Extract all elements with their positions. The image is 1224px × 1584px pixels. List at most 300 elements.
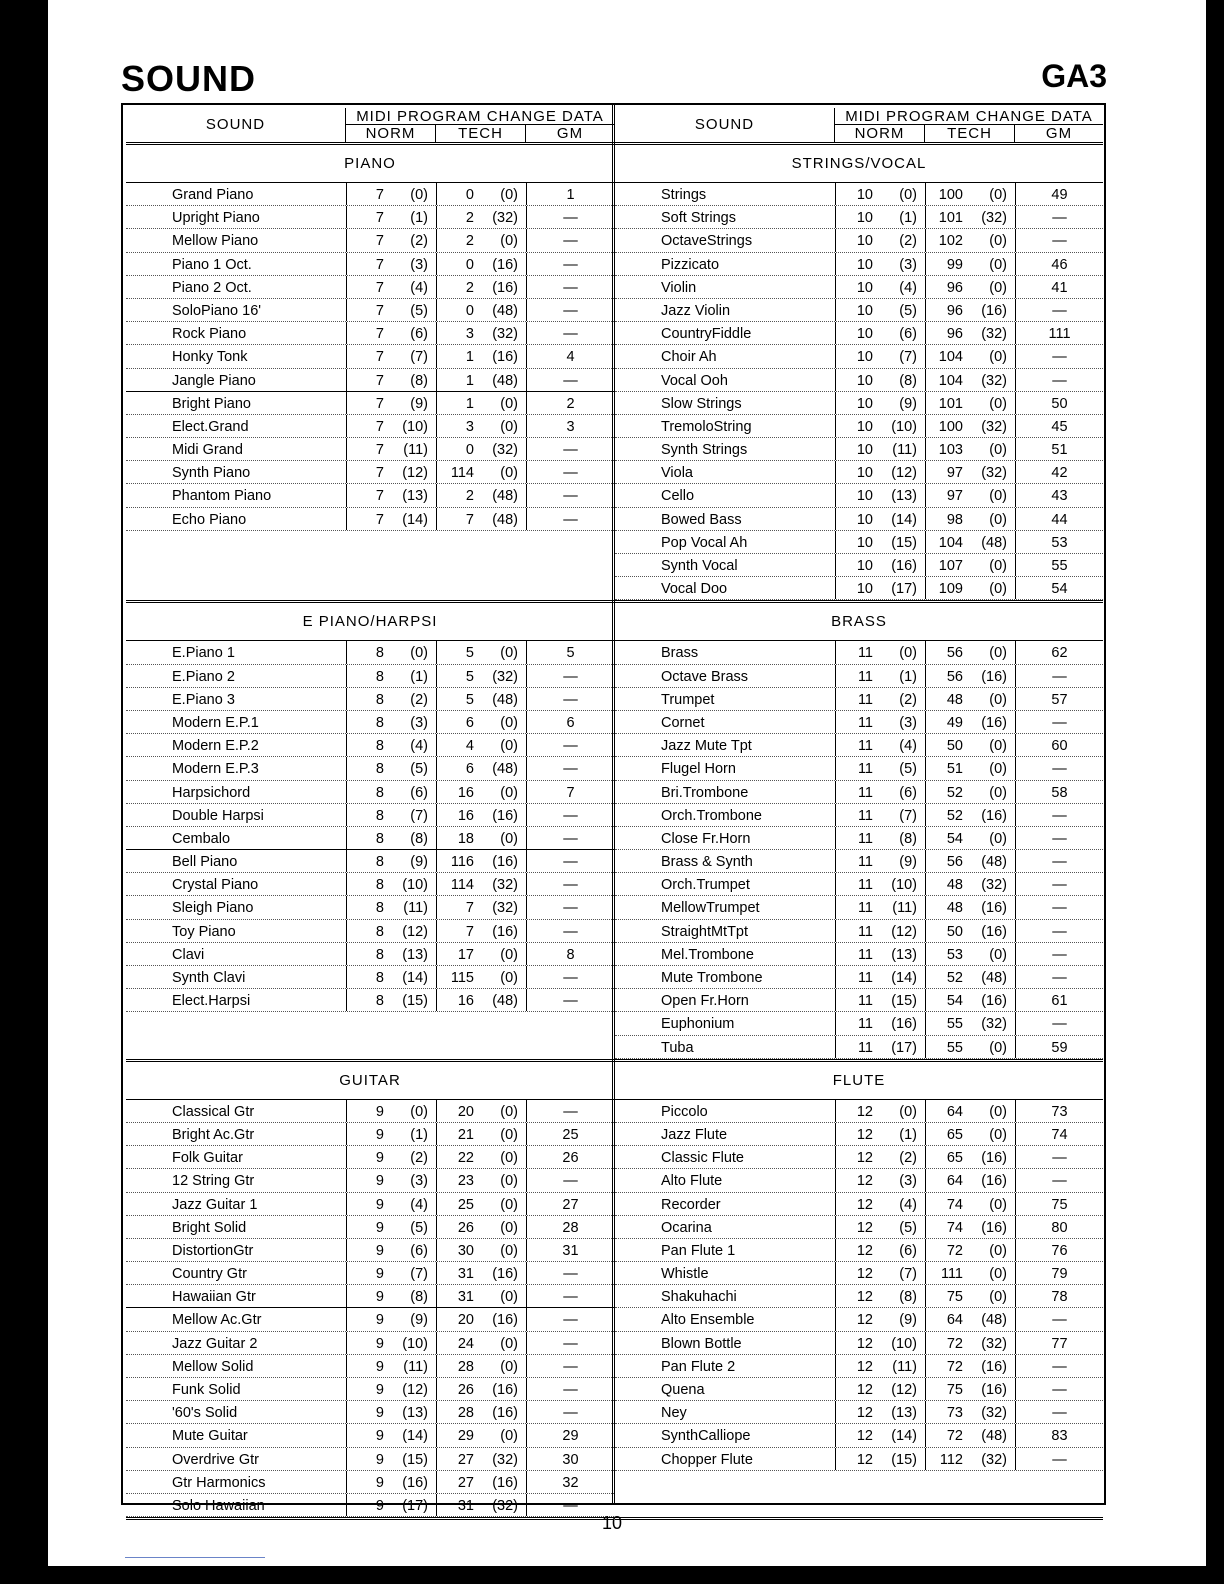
tech-number: 96: [946, 302, 963, 319]
gm-number: 41: [1015, 276, 1103, 298]
sound-row: [126, 711, 614, 734]
norm-bank: (1): [410, 1126, 428, 1143]
sound-row: [126, 392, 614, 415]
norm-cell: [835, 438, 925, 460]
norm-bank: (14): [891, 970, 917, 986]
section-rows: [615, 1100, 1103, 1471]
tech-number: 16: [457, 784, 474, 801]
tech-number: 52: [946, 784, 963, 801]
tech-cell: [925, 734, 1015, 756]
norm-cell: [835, 253, 925, 275]
gm-number: 7: [526, 781, 614, 803]
tech-cell: [925, 781, 1015, 803]
gm-number: —: [526, 1169, 614, 1191]
norm-cell: [835, 508, 925, 530]
norm-cell: [346, 757, 436, 779]
norm-number: 12: [856, 1242, 873, 1259]
gm-number: 31: [526, 1239, 614, 1261]
tech-cell: [436, 508, 526, 530]
tech-number: 48: [946, 691, 963, 708]
norm-bank: (8): [899, 372, 917, 389]
tech-number: 112: [939, 1451, 963, 1468]
gm-number: —: [1015, 757, 1103, 779]
section-rows: [615, 641, 1103, 1058]
sound-name: Strings: [661, 187, 707, 203]
sound-row: [615, 1146, 1103, 1169]
sound-name: OctaveStrings: [661, 233, 753, 250]
sound-name: Jazz Mute Tpt: [661, 738, 752, 755]
norm-number: 11: [857, 830, 873, 847]
tech-number: 56: [946, 668, 963, 685]
gm-number: —: [526, 461, 614, 483]
norm-number: 12: [856, 1150, 873, 1167]
norm-number: 7: [375, 488, 384, 505]
norm-number: 8: [375, 877, 384, 894]
tech-number: 2: [465, 488, 474, 505]
tech-cell: [436, 757, 526, 779]
norm-bank: (10): [891, 418, 917, 435]
sound-name: StraightMtTpt: [661, 923, 749, 940]
sound-name: Clavi: [172, 946, 205, 963]
gm-number: 46: [1015, 253, 1103, 275]
sound-row: [615, 229, 1103, 252]
tech-number: 22: [457, 1150, 474, 1167]
norm-cell: [835, 804, 925, 826]
tech-number: 65: [946, 1126, 963, 1143]
gm-number: 78: [1015, 1285, 1103, 1307]
tech-bank: (0): [989, 830, 1007, 847]
tech-bank: (0): [500, 418, 518, 435]
norm-number: 7: [375, 256, 384, 273]
sound-row: [615, 1239, 1103, 1262]
norm-bank: (15): [402, 993, 428, 1010]
gm-number: —: [526, 757, 614, 779]
model-label: GA3: [1041, 58, 1107, 94]
norm-cell: [346, 873, 436, 895]
tech-number: 21: [457, 1126, 474, 1143]
sound-name: Bright Ac.Gtr: [172, 1126, 255, 1143]
norm-cell: [346, 1471, 436, 1493]
tech-cell: [436, 1424, 526, 1446]
tech-bank: (0): [989, 738, 1007, 755]
tech-cell: [925, 665, 1015, 687]
norm-bank: (2): [899, 1150, 917, 1167]
norm-number: 10: [856, 210, 873, 227]
norm-number: 7: [375, 418, 384, 435]
gm-number: 55: [1015, 554, 1103, 576]
section-rows: [126, 1100, 614, 1517]
norm-cell: [835, 920, 925, 942]
norm-number: 9: [375, 1242, 384, 1259]
norm-cell: [835, 345, 925, 367]
norm-cell: [835, 1012, 925, 1034]
sound-name: Solo Hawaiian: [172, 1497, 265, 1514]
norm-cell: [835, 577, 925, 599]
tech-number: 20: [457, 1312, 474, 1329]
tech-number: 29: [457, 1428, 474, 1445]
tech-bank: (16): [492, 923, 518, 940]
gm-number: —: [526, 1355, 614, 1377]
tech-bank: (32): [492, 900, 518, 917]
norm-bank: (17): [891, 1039, 917, 1056]
tech-bank: (32): [981, 877, 1007, 894]
tech-number: 26: [457, 1382, 474, 1399]
sound-name: Toy Piano: [172, 923, 236, 940]
sound-row: [615, 757, 1103, 780]
norm-cell: [835, 827, 925, 849]
sound-name: E.Piano 1: [172, 645, 235, 662]
scan-border-left: [0, 0, 48, 1584]
tech-cell: [925, 1123, 1015, 1145]
norm-cell: [346, 850, 436, 872]
tech-number: 96: [946, 326, 963, 343]
tech-cell: [436, 322, 526, 344]
tech-bank: (32): [492, 1451, 518, 1468]
norm-number: 12: [856, 1196, 873, 1213]
tech-cell: [925, 276, 1015, 298]
sound-row: [126, 508, 614, 531]
tech-number: 99: [946, 256, 963, 273]
sound-row: [615, 804, 1103, 827]
tech-number: 72: [946, 1335, 963, 1352]
tech-bank: (16): [981, 1150, 1007, 1167]
tech-number: 54: [946, 993, 963, 1010]
norm-number: 11: [857, 1039, 873, 1056]
sound-name: DistortionGtr: [172, 1242, 254, 1259]
sound-name: Tuba: [661, 1039, 694, 1056]
sound-name: Overdrive Gtr: [172, 1451, 260, 1468]
norm-bank: (6): [899, 326, 917, 343]
sound-name: Piano 1 Oct.: [172, 256, 252, 273]
gm-number: 8: [526, 943, 614, 965]
sound-name: Pop Vocal Ah: [661, 534, 748, 551]
tech-cell: [925, 1012, 1015, 1034]
tech-number: 103: [938, 442, 963, 459]
sound-row: [615, 827, 1103, 850]
norm-number: 7: [375, 372, 384, 389]
sound-row: [615, 1424, 1103, 1447]
tech-number: 7: [465, 511, 474, 528]
sound-name: Funk Solid: [172, 1382, 241, 1399]
norm-bank: (15): [891, 993, 917, 1010]
tech-bank: (16): [492, 1405, 518, 1422]
norm-cell: [346, 1100, 436, 1122]
tech-cell: [436, 1123, 526, 1145]
tech-cell: [925, 1239, 1015, 1261]
sound-row: [615, 1262, 1103, 1285]
norm-cell: [346, 1216, 436, 1238]
norm-number: 12: [856, 1289, 873, 1306]
sound-row: [126, 989, 614, 1012]
norm-number: 12: [856, 1219, 873, 1236]
tech-bank: (0): [989, 488, 1007, 505]
tech-number: 48: [946, 900, 963, 917]
tech-cell: [436, 1285, 526, 1307]
norm-bank: (3): [410, 714, 428, 731]
norm-cell: [835, 415, 925, 437]
gm-number: —: [1015, 920, 1103, 942]
norm-bank: (14): [891, 1428, 917, 1445]
sound-row: [126, 943, 614, 966]
sound-name: Chopper Flute: [661, 1451, 753, 1468]
tech-bank: (16): [981, 668, 1007, 685]
sound-row: [126, 253, 614, 276]
right-column: [615, 108, 1103, 1520]
tech-cell: [925, 392, 1015, 414]
gm-number: 27: [526, 1193, 614, 1215]
tech-bank: (48): [981, 1428, 1007, 1445]
tech-number: 107: [938, 558, 963, 574]
sound-row: [615, 665, 1103, 688]
norm-bank: (6): [899, 784, 917, 801]
sound-row: [126, 688, 614, 711]
gm-number: 60: [1015, 734, 1103, 756]
tech-number: 2: [465, 210, 474, 227]
tech-bank: (0): [989, 761, 1007, 778]
sound-row: [126, 1146, 614, 1169]
norm-number: 10: [856, 233, 873, 250]
tech-number: 52: [946, 970, 963, 986]
norm-cell: [346, 183, 436, 205]
tech-number: 50: [946, 738, 963, 755]
tech-bank: (0): [989, 395, 1007, 412]
tech-number: 30: [457, 1242, 474, 1259]
gm-number: 1: [526, 183, 614, 205]
norm-cell: [835, 1262, 925, 1284]
gm-number: —: [1015, 1378, 1103, 1400]
sound-row: [615, 415, 1103, 438]
tech-number: 114: [450, 465, 474, 482]
sound-row: [126, 299, 614, 322]
norm-number: 11: [857, 1016, 873, 1033]
gm-number: 57: [1015, 688, 1103, 710]
norm-number: 7: [375, 187, 384, 203]
norm-bank: (10): [891, 877, 917, 894]
sound-name: Cembalo: [172, 830, 231, 847]
tech-cell: [925, 508, 1015, 530]
gm-number: —: [526, 1285, 614, 1307]
tech-number: 2: [465, 233, 474, 250]
norm-cell: [835, 943, 925, 965]
norm-bank: (1): [410, 210, 428, 227]
gm-number: —: [526, 1308, 614, 1330]
tech-bank: (0): [500, 1358, 518, 1375]
sound-name: Synth Strings: [661, 442, 748, 459]
norm-bank: (10): [402, 418, 428, 435]
norm-cell: [835, 369, 925, 391]
tech-bank: (32): [492, 877, 518, 894]
sound-row: [615, 1308, 1103, 1331]
tech-bank: (32): [981, 418, 1007, 435]
header-tech: TECH: [436, 125, 526, 142]
norm-cell: [835, 1036, 925, 1058]
norm-bank: (13): [402, 1405, 428, 1422]
sound-name: Cornet: [661, 714, 705, 731]
tech-cell: [925, 873, 1015, 895]
section-rows: [126, 183, 614, 531]
norm-bank: (11): [892, 442, 917, 459]
sound-name: Modern E.P.1: [172, 714, 259, 731]
norm-bank: (0): [899, 1103, 917, 1120]
norm-cell: [346, 1239, 436, 1261]
norm-bank: (15): [402, 1451, 428, 1468]
tech-bank: (32): [492, 326, 518, 343]
sound-row: [615, 1332, 1103, 1355]
tech-number: 104: [938, 372, 963, 389]
norm-cell: [346, 665, 436, 687]
norm-number: 12: [856, 1358, 873, 1375]
tech-number: 64: [946, 1312, 963, 1329]
norm-cell: [346, 1332, 436, 1354]
norm-number: 9: [375, 1474, 384, 1491]
norm-bank: (13): [402, 946, 428, 963]
scan-border-right: [1206, 0, 1224, 1584]
tech-cell: [925, 1378, 1015, 1400]
sound-name: Mel.Trombone: [661, 946, 754, 963]
sound-row: [126, 1123, 614, 1146]
sound-name: Trumpet: [661, 691, 715, 708]
sound-row: [615, 966, 1103, 989]
tech-bank: (32): [981, 1016, 1007, 1033]
tech-cell: [436, 206, 526, 228]
sound-name: Crystal Piano: [172, 877, 259, 894]
tech-bank: (32): [981, 1451, 1007, 1468]
norm-cell: [346, 966, 436, 988]
norm-number: 10: [856, 279, 873, 296]
tech-number: 55: [946, 1016, 963, 1033]
tech-cell: [436, 369, 526, 391]
norm-cell: [835, 299, 925, 321]
sound-name: Mute Guitar: [172, 1428, 248, 1445]
sound-row: [126, 1239, 614, 1262]
gm-number: 111: [1015, 322, 1103, 344]
tech-number: 100: [938, 418, 963, 435]
sound-name: Blown Bottle: [661, 1335, 742, 1352]
norm-cell: [835, 1285, 925, 1307]
tech-cell: [925, 1401, 1015, 1423]
norm-cell: [346, 641, 436, 663]
gm-number: 73: [1015, 1100, 1103, 1122]
norm-bank: (9): [410, 1312, 428, 1329]
tech-cell: [925, 1424, 1015, 1446]
tech-number: 72: [946, 1428, 963, 1445]
tech-bank: (32): [981, 372, 1007, 389]
norm-bank: (13): [891, 1405, 917, 1422]
norm-bank: (13): [891, 946, 917, 963]
sound-name: Ocarina: [661, 1219, 712, 1236]
tech-number: 25: [457, 1196, 474, 1213]
tech-bank: (32): [492, 210, 518, 227]
norm-bank: (1): [899, 668, 917, 685]
sound-row: [615, 1012, 1103, 1035]
tech-cell: [925, 415, 1015, 437]
tech-number: 7: [465, 900, 474, 917]
norm-number: 7: [375, 511, 384, 528]
tech-number: 75: [946, 1382, 963, 1398]
header-norm: NORM: [835, 125, 925, 142]
norm-number: 11: [857, 668, 873, 685]
gm-number: —: [526, 688, 614, 710]
norm-cell: [835, 461, 925, 483]
tech-bank: (16): [981, 993, 1007, 1010]
norm-cell: [835, 896, 925, 918]
gm-number: 29: [526, 1424, 614, 1446]
sound-name: Pan Flute 1: [661, 1242, 736, 1259]
sound-name: Bright Piano: [172, 395, 251, 412]
sound-name: Country Gtr: [172, 1266, 247, 1283]
gm-number: —: [1015, 369, 1103, 391]
norm-bank: (1): [899, 210, 917, 227]
sound-name: Octave Brass: [661, 668, 749, 685]
gm-number: —: [1015, 711, 1103, 733]
norm-number: 8: [375, 830, 384, 847]
norm-bank: (7): [410, 349, 428, 366]
tech-number: 0: [465, 302, 474, 319]
norm-cell: [835, 711, 925, 733]
norm-number: 9: [375, 1451, 384, 1468]
gm-number: 75: [1015, 1193, 1103, 1215]
norm-bank: (17): [402, 1497, 428, 1514]
tech-number: 49: [946, 714, 963, 731]
tech-cell: [925, 757, 1015, 779]
norm-bank: (10): [402, 1335, 428, 1352]
norm-bank: (15): [891, 534, 917, 551]
norm-number: 9: [375, 1497, 384, 1514]
tech-cell: [925, 1146, 1015, 1168]
tech-number: 23: [457, 1173, 474, 1190]
norm-number: 7: [375, 349, 384, 366]
sound-name: Brass & Synth: [661, 854, 753, 871]
norm-bank: (12): [402, 1382, 428, 1399]
tech-number: 6: [465, 761, 474, 778]
tech-number: 74: [946, 1196, 963, 1213]
norm-number: 10: [856, 465, 873, 482]
gm-number: —: [1015, 896, 1103, 918]
sound-name: Synth Clavi: [172, 970, 246, 987]
sound-section: [615, 145, 1103, 603]
sound-section: [126, 1062, 614, 1520]
norm-number: 9: [375, 1405, 384, 1422]
sound-row: [126, 438, 614, 461]
norm-number: 9: [375, 1428, 384, 1445]
sound-row: [615, 641, 1103, 664]
tech-cell: [925, 369, 1015, 391]
sound-row: [126, 873, 614, 896]
gm-number: —: [526, 369, 614, 391]
sound-row: [615, 1036, 1103, 1059]
tech-number: 72: [946, 1358, 963, 1375]
norm-bank: (14): [891, 511, 917, 528]
gm-number: 44: [1015, 508, 1103, 530]
norm-number: 10: [856, 442, 873, 459]
norm-number: 12: [856, 1312, 873, 1329]
norm-number: 7: [375, 210, 384, 227]
sound-name: Orch.Trumpet: [661, 877, 750, 894]
tech-number: 53: [946, 946, 963, 963]
norm-number: 11: [857, 738, 873, 755]
norm-number: 10: [856, 511, 873, 528]
norm-bank: (10): [402, 877, 428, 894]
norm-number: 12: [856, 1126, 873, 1143]
tech-bank: (48): [492, 372, 518, 389]
sound-name: Echo Piano: [172, 511, 247, 528]
sound-name: Ney: [661, 1405, 687, 1422]
norm-bank: (5): [410, 302, 428, 319]
tech-bank: (32): [981, 210, 1007, 227]
gm-number: —: [526, 827, 614, 849]
norm-bank: (7): [899, 349, 917, 366]
tech-bank: (0): [989, 187, 1007, 203]
